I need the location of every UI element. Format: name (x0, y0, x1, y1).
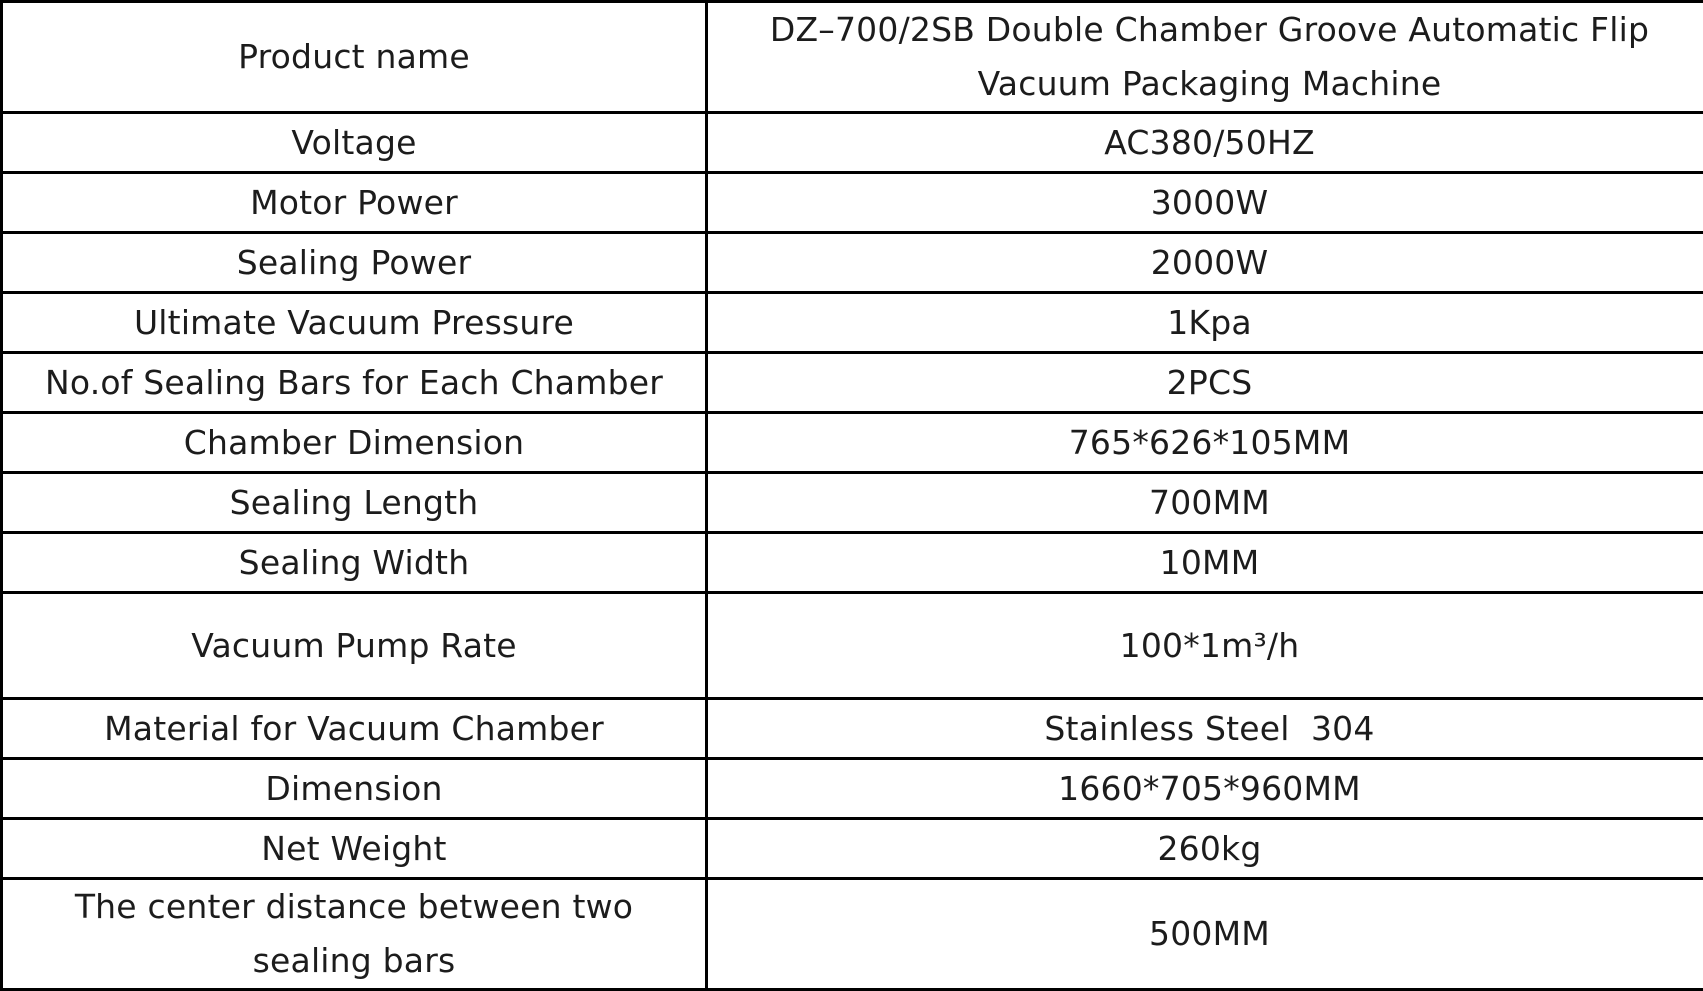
label-cell (2, 593, 707, 699)
value-text: 700MM (1149, 483, 1270, 522)
label-text: Ultimate Vacuum Pressure (134, 303, 574, 342)
table-row-sealing-width (2, 533, 1703, 593)
table-row-voltage (2, 113, 1703, 173)
table-row-center-distance (2, 879, 1703, 990)
value-cell (707, 113, 1703, 173)
label-text: The center distance between two (9, 880, 699, 934)
value-text: 100*1m³/h (1120, 626, 1300, 665)
label-text: Vacuum Pump Rate (191, 626, 517, 665)
table-row-product-name (2, 2, 1703, 113)
table-row-sealing-bars (2, 353, 1703, 413)
value-text: 1660*705*960MM (1058, 769, 1361, 808)
value-cell (707, 173, 1703, 233)
label-cell (2, 879, 707, 990)
value-text: DZ–700/2SB Double Chamber Groove Automatic Flip (714, 3, 1703, 57)
value-cell (707, 353, 1703, 413)
label-text: Material for Vacuum Chamber (104, 709, 604, 748)
value-cell (707, 593, 1703, 699)
table-row-dimension (2, 759, 1703, 819)
value-text: 765*626*105MM (1069, 423, 1351, 462)
label-cell (2, 413, 707, 473)
value-text: AC380/50HZ (1104, 123, 1315, 162)
label-cell (2, 293, 707, 353)
value-cell (707, 819, 1703, 879)
value-cell (707, 2, 1703, 113)
label-text: Sealing Width (239, 543, 470, 582)
value-cell (707, 699, 1703, 759)
label-cell (2, 353, 707, 413)
table-row-chamber-dimension (2, 413, 1703, 473)
label-text: Sealing Length (230, 483, 479, 522)
value-text: Stainless Steel 304 (1044, 709, 1374, 748)
table-row-chamber-material (2, 699, 1703, 759)
value-text: 260kg (1157, 829, 1261, 868)
value-text: 500MM (1149, 914, 1270, 953)
label-text: Net Weight (261, 829, 446, 868)
label-text: sealing bars (9, 934, 699, 988)
value-cell (707, 413, 1703, 473)
value-cell (707, 473, 1703, 533)
value-text: 3000W (1151, 183, 1269, 222)
label-text: Voltage (291, 123, 416, 162)
label-cell (2, 233, 707, 293)
label-text: Sealing Power (237, 243, 472, 282)
value-text: 10MM (1160, 543, 1260, 582)
label-cell (2, 113, 707, 173)
label-cell (2, 533, 707, 593)
label-text: No.of Sealing Bars for Each Chamber (45, 363, 663, 402)
value-text: 2000W (1151, 243, 1269, 282)
label-text: Chamber Dimension (184, 423, 524, 462)
label-text: Product name (9, 30, 699, 84)
label-cell (2, 699, 707, 759)
value-text: 1Kpa (1167, 303, 1252, 342)
table-row-motor-power (2, 173, 1703, 233)
table-row-sealing-length (2, 473, 1703, 533)
table-row-ultimate-vacuum-pressure (2, 293, 1703, 353)
label-text: Dimension (265, 769, 442, 808)
label-cell (2, 2, 707, 113)
label-text: Motor Power (250, 183, 458, 222)
value-cell (707, 759, 1703, 819)
value-cell (707, 879, 1703, 990)
label-cell (2, 819, 707, 879)
value-cell (707, 233, 1703, 293)
table-row-vacuum-pump-rate (2, 593, 1703, 699)
table-row-sealing-power (2, 233, 1703, 293)
value-cell (707, 293, 1703, 353)
table-row-net-weight (2, 819, 1703, 879)
label-cell (2, 759, 707, 819)
value-text: Vacuum Packaging Machine (714, 57, 1703, 111)
value-cell (707, 533, 1703, 593)
label-cell (2, 473, 707, 533)
value-text: 2PCS (1167, 363, 1253, 402)
label-cell (2, 173, 707, 233)
